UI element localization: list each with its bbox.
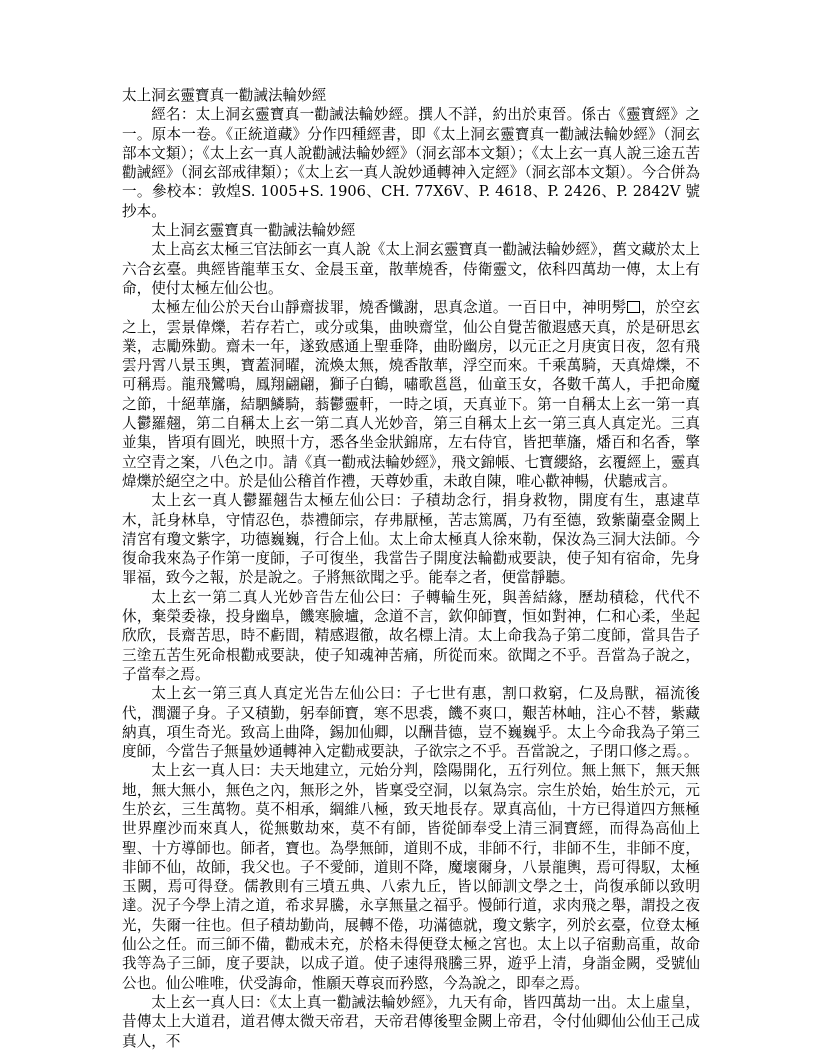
- paragraph-3: 太上玄一真人鬱羅翹告太極左仙公曰：子積劫念行，捐身救物，開度有生，惠逮草木，託身林阜，守情忍色，恭禮師宗，存弗厭極，苦志篤厲，乃有至德，致紫蘭臺金闕上清宮有瓊文紫字，功德巍巍，行合上仙。太上命太極真人徐來勒，保汝為三洞大法師。今復命我來為子作第一度師，子可復坐，我當告子開度法輪勸戒要訣，使子知有宿命，先身罪福，致今之報，於是說之。子將無欲聞之乎。能奉之者，便當靜聽。: [122, 492, 700, 587]
- document-text-column: [122, 86, 700, 1051]
- document-heading-main: 太上洞玄靈寶真一勸誡法輪妙經: [122, 87, 327, 104]
- paragraph-6: 太上玄一真人曰：夫天地建立，元始分判，陰陽開化，五行列位。無上無下，無天無地，無大無小，無色之內，無形之外，皆稟受空洞，以氣為宗。宗生於始，始生於元，元生於玄，三生萬物。莫不相承，綱維八極，致天地長存。眾真高仙，十方已得道四方無極世界塵沙而來真人，從無數劫來，莫不有師，皆從師奉受上清三洞寶經，而得為高仙上聖、十方導師也。師者，寶也。為學無師，道則不成，非師不行，非師不生，非師不度，非師不仙，故師，我父也。子不愛師，道則不降，魔壞爾身，八景龍輿，焉可得馭，太極玉闕，焉可得登。儒教則有三墳五典、八索九丘，皆以師訓文學之士，尚復承師以致明達。況子今學上清之道，希求昇騰，永享無量之福乎。慢師行道，求肉飛之舉，謂投之夜光，失爾一往也。但子積劫勤尚，展轉不倦，功滿德就，瓊文紫字，列於玄臺，位登太極仙公之任。而三師不備，勸戒未充，於格未得便登太極之宮也。太上以子宿勳高重，故命我等為子三師，度子要訣，以成子道。使子速得飛騰三界，遊乎上清，身詣金闕，受號仙公也。仙公唯唯，伏受誨命，惟願天尊哀而矜愍，今為說之，即奉之焉。: [122, 762, 700, 992]
- paragraph-1: 太上高玄太極三官法師玄一真人說《太上洞玄靈寶真一勸誡法輪妙經》，舊文藏於太上六合玄臺。典經皆龍華玉女、金晨玉童，散華燒香，侍衛靈文，依科四萬劫一傳，太上有命，使付太極左仙公也。: [122, 241, 700, 297]
- paragraph-2-text-after-glyph: ，於空玄之上，雲景偉爍，若存若亡，或分或集，曲映齋堂，仙公自覺苦徹遐感天真，於是研思玄業，志勵殊勤。齋未一年，遂致感通上聖垂降，曲盼幽房，以元正之月庚寅日夜，忽有飛雲丹霄八景玉輿，寶蓋洞曜，流煥太無，燒香散華，浮空而來。千乘萬騎，天真煒爍，不可稱焉。龍飛鸞鳴，鳳翔翩翩，獅子白鶴，嘯歌邕邕，仙童玉女，各數千萬人，手把命魔之節，十絕華旛，結駟鱗騎，蓊鬱靈軒，一時之頃，天真並下。第一自稱太上玄一第一真人鬱羅翹，第二自稱太上玄一第二真人光妙音，第三自稱太上玄一第三真人真定光。三真並集，皆項有圓光，映照十方，悉各坐金狀錦席，左右侍官，皆把華旛，燔百和名香，擎立空青之案，八色之巾。請《真一勸戒法輪妙經》，飛文錦帳、七寶纓絡，玄覆經上，靈真煒爍於絕空之中。於是仙公稽首作禮，天尊妙重，未敢自陳，唯心歡神暢，伏聽戒言。: [122, 299, 700, 490]
- paragraph-bibliographic-note: 經名：太上洞玄靈寶真一勸誡法輪妙經。撰人不詳，約出於東晉。係古《靈寶經》之一。原本一卷。《正統道藏》分作四種經書，即《太上洞玄靈寶真一勸誡法輪妙經》（洞玄部本文類）；《太上玄一真人說勸誡法輪妙經》（洞玄部本文類）；《太上玄一真人說三途五苦勸誡經》（洞玄部戒律類）；《太上玄一真人說妙通轉神入定經》（洞玄部本文類）。今合併為一。參校本：敦煌S. 1005+S. 1906、CH. 77X6V、P. 4618、P. 2426、P. 2842V 號抄本。: [122, 106, 700, 220]
- paragraph-2: [122, 298, 700, 491]
- paragraph-7: 太上玄一真人曰：《太上真一勸誡法輪妙經》，九天有命，皆四萬劫一出。太上虛皇，昔傳太上大道君，道君傳太微天帝君，天帝君傳後聖金闕上帝君，令付仙卿仙公仙王己成真人，不: [122, 993, 700, 1050]
- missing-glyph-box-icon: [627, 301, 640, 314]
- paragraph-5: 太上玄一第三真人真定光告左仙公曰：子七世有惠，割口救窮，仁及鳥獸，福流後代，潤灑子身。子又積勤，躬奉師寶，寒不思裘，饑不爽口，艱苦林岫，注心不替，紫藏納真，項生奇光。致高上曲降，錫加仙卿，以酬昔德，豈不巍巍乎。太上今命我為子第三度師，今當告子無量妙通轉神入定勸戒要訣，子欲宗之不乎。吾當說之，子閉口修之焉。。: [122, 685, 700, 761]
- paragraph-4: 太上玄一第二真人光妙音告左仙公曰：子轉輪生死，與善結緣，歷劫積稔，代代不休，棄榮委祿，投身幽阜，饑寒臉壚，念道不言，欽仰師寶，恒如對神，仁和心柔，坐起欣欣，長齋苦思，時不虧間，精感遐徹，故名標上清。太上命我為子第二度師，當具告子三塗五苦生死命根勸戒要訣，使子知魂神苦痛，所從而來。欲聞之不乎。吾當為子說之，子當奉之焉。: [122, 588, 700, 683]
- paragraph-2-text-before-glyph: 太極左仙公於天台山靜齋拔罪，燒香懺謝，思真念道。一百日中，神明髣: [151, 299, 627, 317]
- document-heading-sutra: 太上洞玄靈寶真一勸誡法輪妙經: [151, 222, 356, 240]
